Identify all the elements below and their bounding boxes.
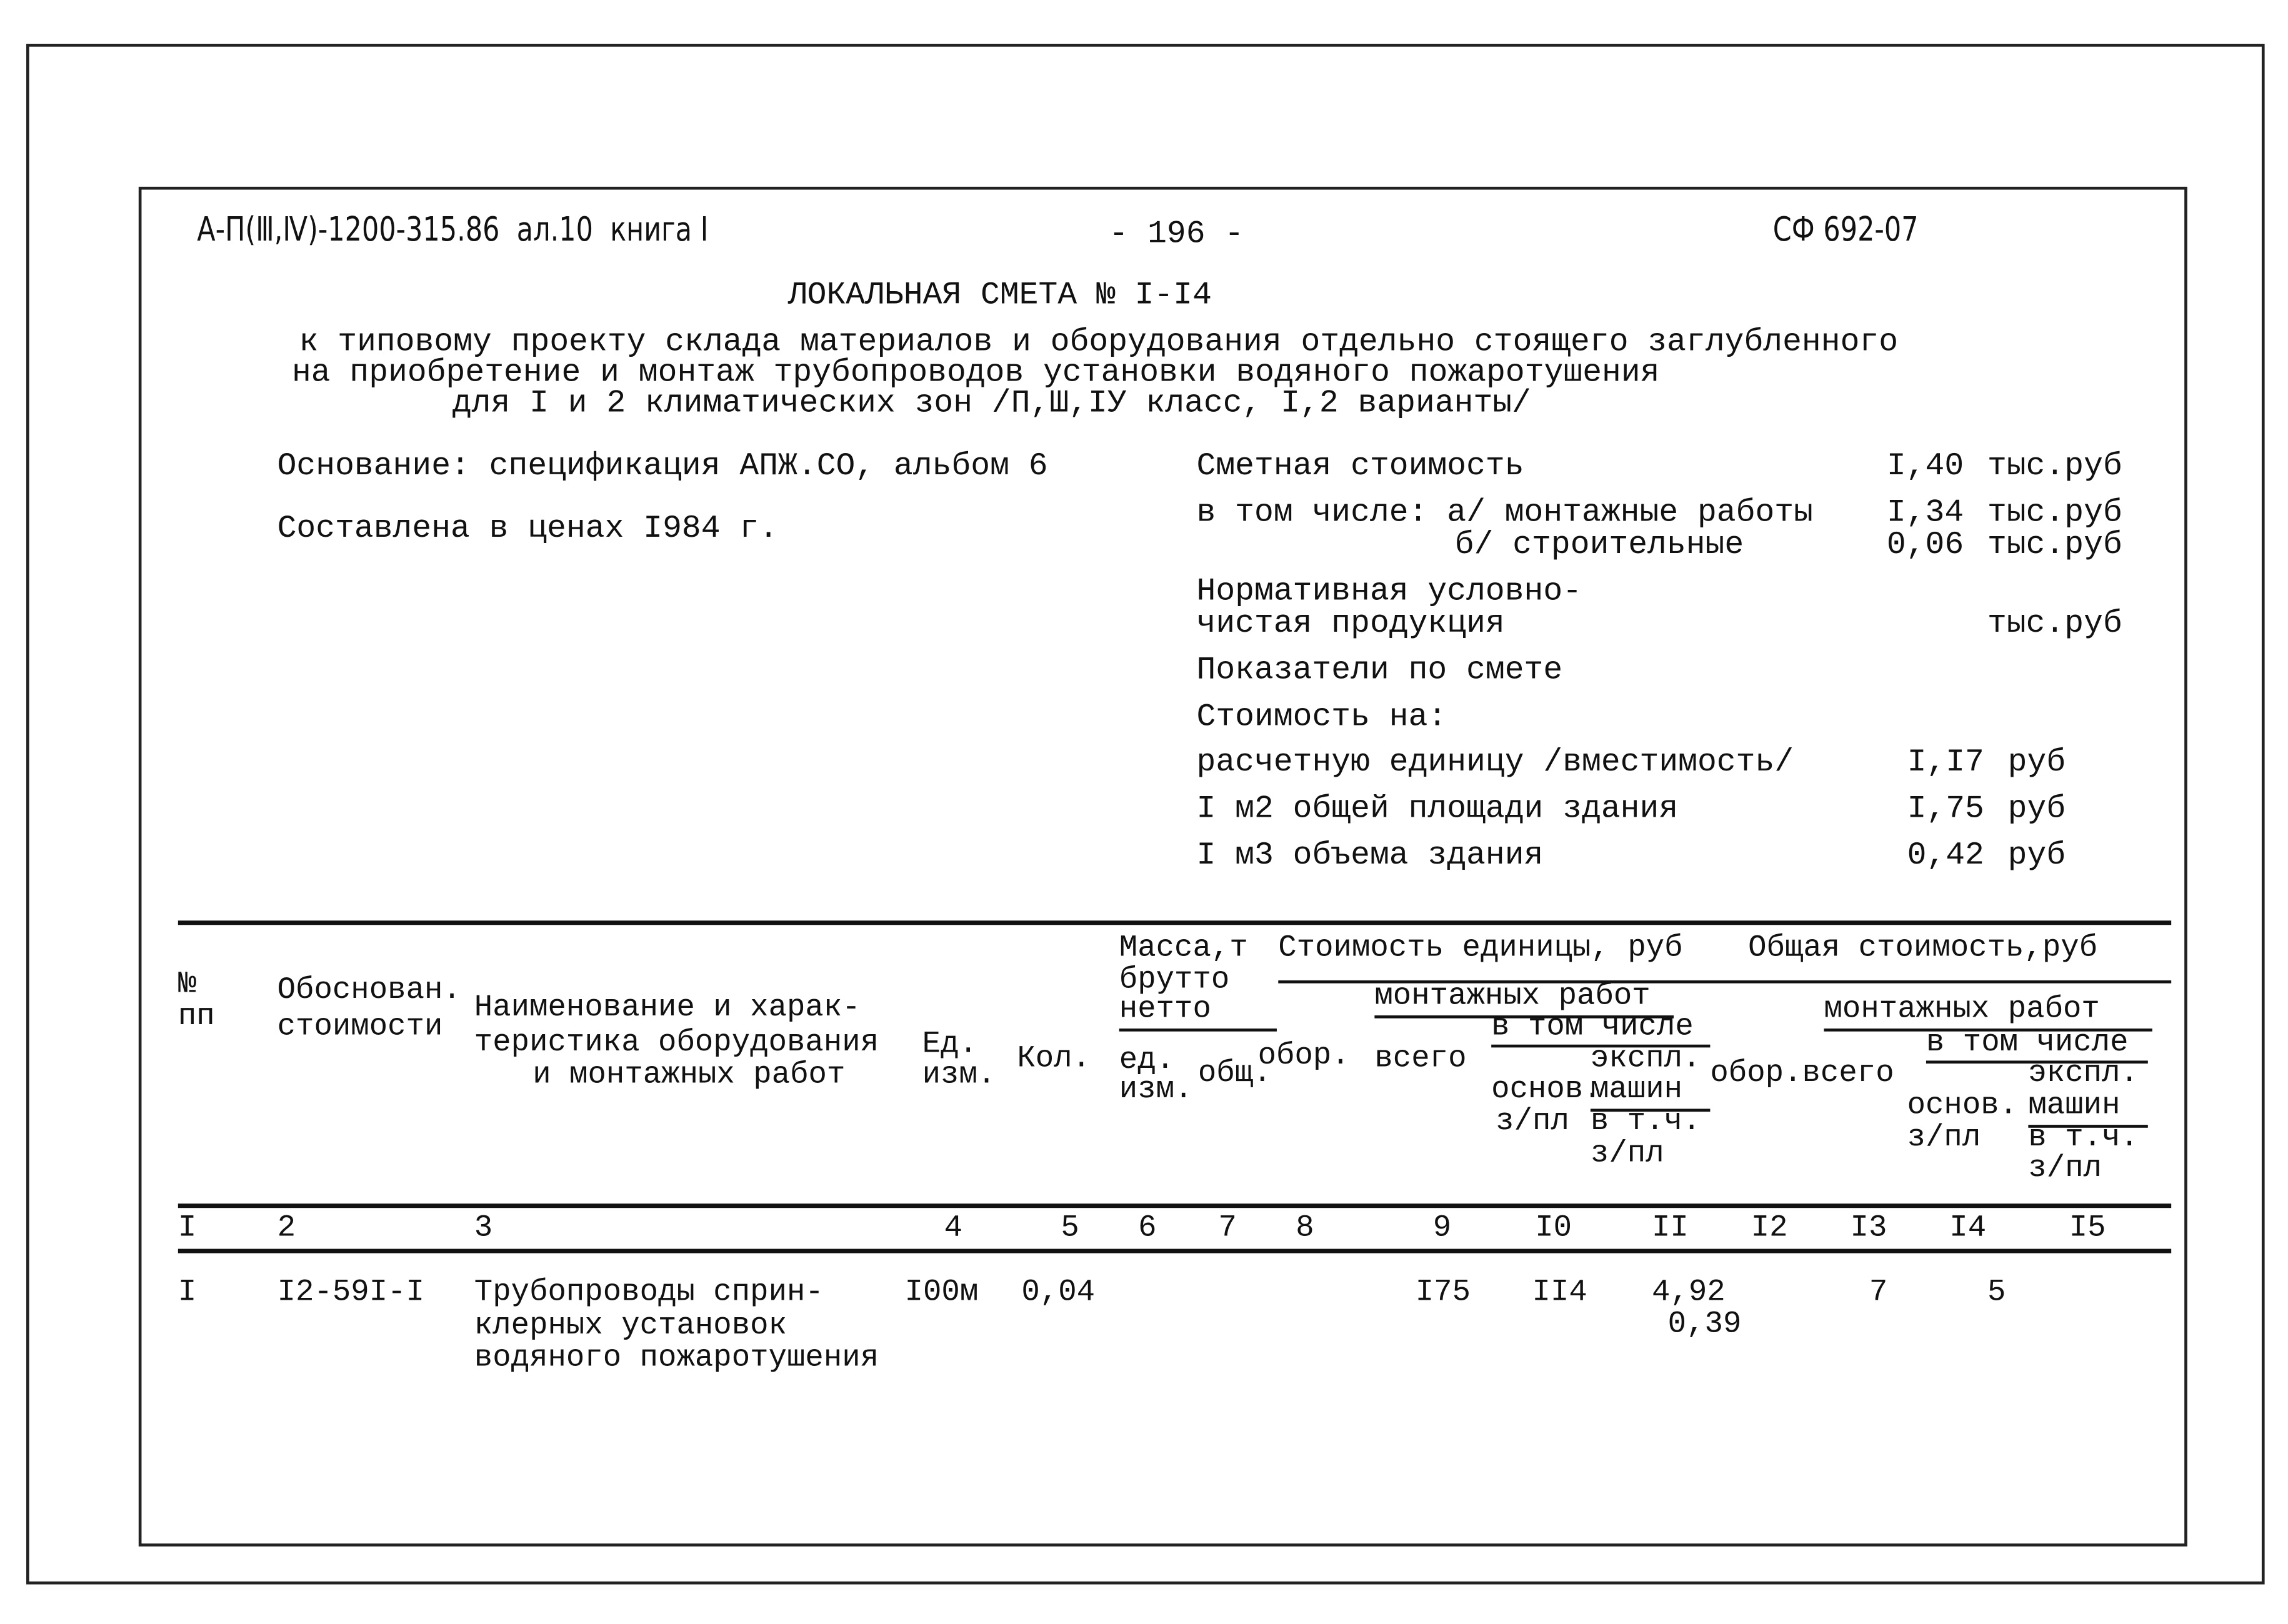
col-header-mass: Масса,т xyxy=(1119,932,1248,966)
incl-b-label: б/ строительные xyxy=(1454,526,1744,564)
col-header-base: основ. xyxy=(1907,1090,2018,1123)
subtitle-line: к типовому проекту склада материалов и оборудования отдельно стоящего заглубленного xyxy=(299,324,1899,361)
document-title: ЛОКАЛЬНАЯ СМЕТА № I-I4 xyxy=(787,277,1212,314)
col-header-unit-cost: Стоимость единицы, руб xyxy=(1278,932,1683,966)
row-name: Трубопроводы сприн- xyxy=(474,1276,824,1310)
normative-label: чистая продукция xyxy=(1196,605,1505,642)
col-header-mass-total: общ. xyxy=(1197,1057,1272,1092)
col-number: I5 xyxy=(2069,1212,2106,1246)
col-number: 4 xyxy=(944,1212,963,1246)
row-qty: 0,04 xyxy=(1021,1276,1096,1310)
col-number: 5 xyxy=(1061,1212,1079,1246)
col-header-unit: Ед. xyxy=(922,1029,977,1062)
estimated-cost-label: Сметная стоимость xyxy=(1196,447,1524,485)
unit: руб xyxy=(2007,837,2066,874)
estimated-cost-value: I,40 xyxy=(1886,447,1964,485)
incl-a-label: в том числе: а/ монтажные работы xyxy=(1196,494,1813,531)
page-number: - 196 - xyxy=(1109,216,1244,252)
col-header-montage: монтажных работ xyxy=(1374,980,1651,1014)
unit: тыс.руб xyxy=(1987,494,2122,531)
col-header-equip: обор. xyxy=(1257,1040,1350,1074)
indicators-label: Показатели по смете xyxy=(1196,652,1563,689)
col-number: I0 xyxy=(1535,1212,1572,1246)
col-header-basis: стоимости xyxy=(277,1011,443,1045)
row-unit-mach-wage: 0,39 xyxy=(1667,1308,1742,1343)
row-unit-total: I75 xyxy=(1415,1276,1471,1310)
indicator-value: I,75 xyxy=(1907,790,1984,827)
indicator-label: I м3 объема здания xyxy=(1196,837,1544,874)
col-number: 8 xyxy=(1296,1212,1314,1246)
table-top-rule xyxy=(178,920,2171,925)
subtitle-line: для I и 2 климатических зон /П,Ш,IУ класс, I,2 варианты/ xyxy=(452,385,1531,422)
row-name: клерных установок xyxy=(474,1310,787,1344)
col-header-total-cost: Общая стоимость,руб xyxy=(1748,932,2098,966)
col-number: I3 xyxy=(1850,1212,1887,1246)
col-header-incl: в том числе xyxy=(1926,1027,2129,1061)
col-header-wage: з/пл xyxy=(1907,1122,1981,1156)
col-header-no: пп xyxy=(177,1000,215,1035)
row-unit-base: II4 xyxy=(1532,1276,1587,1310)
col-header-equip-total: обор.всего xyxy=(1710,1057,1894,1092)
incl-b-value: 0,06 xyxy=(1886,526,1964,564)
col-header-mach: машин xyxy=(2028,1090,2121,1123)
rule xyxy=(1119,1029,1277,1032)
col-header-wage: з/пл xyxy=(1496,1105,1569,1140)
row-no: I xyxy=(177,1276,197,1310)
col-header-qty: Кол. xyxy=(1017,1043,1091,1077)
col-header-brutto: брутто xyxy=(1119,964,1230,999)
col-header-name: Наименование и харак- xyxy=(474,992,861,1026)
normative-label: Нормативная условно- xyxy=(1196,573,1582,610)
unit: руб xyxy=(2007,744,2066,781)
incl-a-value: I,34 xyxy=(1886,494,1964,531)
row-total-base: 7 xyxy=(1869,1276,1888,1310)
col-number: I xyxy=(177,1212,197,1246)
col-header-unit: изм. xyxy=(922,1059,996,1093)
subtitle-line: на приобретение и монтаж трубопроводов установки водяного пожаротушения xyxy=(291,354,1660,391)
indicator-label: расчетную единицу /вместимость/ xyxy=(1196,744,1794,781)
col-header-expl: экспл. xyxy=(2028,1057,2139,1092)
col-header-expl: экспл. xyxy=(1590,1043,1701,1077)
col-number: 6 xyxy=(1138,1212,1157,1246)
col-number: 7 xyxy=(1218,1212,1237,1246)
col-number: I4 xyxy=(1949,1212,1987,1246)
table-body-rule xyxy=(178,1249,2171,1253)
unit: руб xyxy=(2007,790,2066,827)
row-total-mach: 5 xyxy=(1987,1276,2006,1310)
col-number: II xyxy=(1651,1212,1689,1246)
col-header-total: всего xyxy=(1374,1043,1467,1077)
col-header-mach: машин xyxy=(1590,1074,1683,1108)
unit: тыс.руб xyxy=(1987,447,2122,485)
col-header-incl-short: в т.ч. xyxy=(1590,1105,1701,1140)
col-header-name: и монтажных работ xyxy=(532,1059,846,1093)
indicator-value: I,I7 xyxy=(1907,744,1984,781)
cost-per-label: Стоимость на: xyxy=(1196,699,1447,735)
price-basis: Составлена в ценах I984 г. xyxy=(277,511,779,547)
col-header-mass-unit: изм. xyxy=(1119,1074,1193,1108)
col-header-montage: монтажных работ xyxy=(1824,993,2100,1027)
col-header-incl: в том числе xyxy=(1491,1011,1694,1045)
indicator-value: 0,42 xyxy=(1907,837,1984,874)
indicator-label: I м2 общей площади здания xyxy=(1196,790,1679,827)
col-number: 3 xyxy=(474,1212,493,1246)
table-header-rule xyxy=(178,1203,2171,1208)
col-header-no: № xyxy=(177,969,197,1003)
col-number: 2 xyxy=(277,1212,296,1246)
col-header-netto: нетто xyxy=(1119,993,1211,1027)
col-header-name: теристика оборудования xyxy=(474,1027,879,1061)
row-basis: I2-59I-I xyxy=(277,1276,425,1310)
row-name: водяного пожаротушения xyxy=(474,1342,879,1376)
col-header-wage: з/пл xyxy=(1590,1138,1664,1172)
unit: тыс.руб xyxy=(1987,605,2122,642)
sheet-code: СФ 692-07 xyxy=(1772,211,1919,250)
col-header-mass-unit: ед. xyxy=(1119,1044,1175,1079)
basis: Основание: спецификация АПЖ.СО, альбом 6 xyxy=(277,447,1048,485)
col-number: I2 xyxy=(1751,1212,1788,1246)
col-header-wage: з/пл xyxy=(2028,1152,2102,1187)
document-code: А-П(Ⅲ,Ⅳ)-1200-315.86 ал.10 книга I xyxy=(197,211,709,250)
col-number: 9 xyxy=(1432,1212,1452,1246)
row-unit: I00м xyxy=(904,1276,979,1310)
col-header-basis: Обоснован. xyxy=(277,974,461,1009)
row-unit-mach: 4,92 xyxy=(1651,1276,1726,1310)
col-header-incl-short: в т.ч. xyxy=(2028,1122,2139,1156)
col-header-base: основ. xyxy=(1491,1074,1602,1108)
unit: тыс.руб xyxy=(1987,526,2122,564)
